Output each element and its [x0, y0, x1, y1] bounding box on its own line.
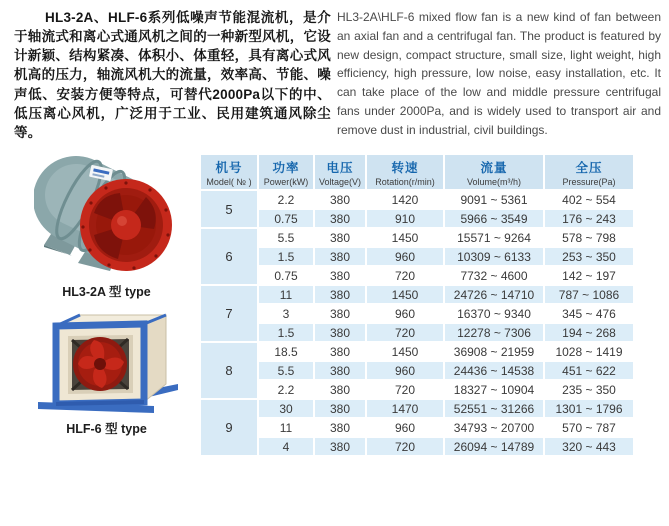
spec-cell: 24436 ~ 14538 [444, 361, 544, 380]
table-row [200, 323, 634, 342]
spec-cell: 3 [258, 304, 314, 323]
spec-cell: 2.2 [258, 190, 314, 209]
table-row [200, 247, 634, 266]
table-row [200, 342, 634, 361]
column-header: 流量 Volume(m³/h) [444, 154, 544, 190]
spec-cell: 380 [314, 266, 366, 285]
table-row [200, 437, 634, 456]
spec-cell: 10309 ~ 6133 [444, 247, 544, 266]
spec-cell: 720 [366, 380, 444, 399]
spec-cell: 320 ~ 443 [544, 437, 634, 456]
spec-cell: 578 ~ 798 [544, 228, 634, 247]
spec-cell: 380 [314, 304, 366, 323]
spec-cell: 235 ~ 350 [544, 380, 634, 399]
model-cell: 8 [200, 342, 258, 399]
model-cell: 5 [200, 190, 258, 228]
figure-hl3-2a [14, 155, 199, 300]
column-header: 功率 Power(kW) [258, 154, 314, 190]
column-header: 电压 Voltage(V) [314, 154, 366, 190]
spec-cell: 380 [314, 209, 366, 228]
table-row [200, 380, 634, 399]
spec-cell: 380 [314, 342, 366, 361]
spec-cell: 720 [366, 266, 444, 285]
spec-cell: 12278 ~ 7306 [444, 323, 544, 342]
table-row [200, 209, 634, 228]
spec-cell: 18.5 [258, 342, 314, 361]
spec-cell: 15571 ~ 9264 [444, 228, 544, 247]
spec-cell: 5.5 [258, 228, 314, 247]
spec-cell: 380 [314, 399, 366, 418]
column-header: 转速 Rotation(r/min) [366, 154, 444, 190]
spec-cell: 1450 [366, 342, 444, 361]
spec-cell: 0.75 [258, 209, 314, 228]
figure-hlf-6 [14, 310, 199, 437]
spec-cell: 451 ~ 622 [544, 361, 634, 380]
spec-cell: 345 ~ 476 [544, 304, 634, 323]
spec-cell: 380 [314, 380, 366, 399]
spec-table [199, 153, 635, 457]
spec-cell: 960 [366, 304, 444, 323]
spec-cell: 30 [258, 399, 314, 418]
spec-cell: 1450 [366, 228, 444, 247]
spec-cell: 26094 ~ 14789 [444, 437, 544, 456]
figure-caption: HL3-2A 型 type [62, 285, 151, 300]
spec-cell: 4 [258, 437, 314, 456]
table-row [200, 304, 634, 323]
column-header: 机号 Model( № ) [200, 154, 258, 190]
model-cell: 6 [200, 228, 258, 285]
spec-cell: 1470 [366, 399, 444, 418]
spec-cell: 1450 [366, 285, 444, 304]
spec-cell: 380 [314, 285, 366, 304]
spec-cell: 0.75 [258, 266, 314, 285]
spec-cell: 720 [366, 437, 444, 456]
model-cell: 9 [200, 399, 258, 456]
spec-cell: 253 ~ 350 [544, 247, 634, 266]
spec-cell: 18327 ~ 10904 [444, 380, 544, 399]
figure-caption: HLF-6 型 type [66, 422, 147, 437]
table-row [200, 418, 634, 437]
fan-hub [111, 210, 141, 240]
intro-paragraph-chinese: HL3-2A、HLF-6系列低噪声节能混流机，是介于轴流式和离心式通风机之间的一种新型风机，它设计新颖、结构紧凑、体积小、体重轻，具有离心式风机高的压力，轴流风机大的流量，效率高、节能、噪声低、安装方便等特点，可替代2000Pa以下的中、低压离心风机，广泛用于工业、民用建筑通风除尘等。 [14, 10, 331, 140]
main-section [14, 153, 661, 457]
spec-cell: 1028 ~ 1419 [544, 342, 634, 361]
intro-section [14, 8, 661, 142]
spec-cell: 380 [314, 437, 366, 456]
spec-cell: 142 ~ 197 [544, 266, 634, 285]
table-row [200, 399, 634, 418]
spec-cell: 52551 ~ 31266 [444, 399, 544, 418]
spec-cell: 380 [314, 418, 366, 437]
spec-cell: 380 [314, 323, 366, 342]
spec-cell: 11 [258, 285, 314, 304]
spec-table-header-row [200, 154, 634, 190]
spec-cell: 787 ~ 1086 [544, 285, 634, 304]
spec-cell: 11 [258, 418, 314, 437]
spec-cell: 194 ~ 268 [544, 323, 634, 342]
spec-cell: 24726 ~ 14710 [444, 285, 544, 304]
spec-cell: 570 ~ 787 [544, 418, 634, 437]
spec-cell: 402 ~ 554 [544, 190, 634, 209]
spec-cell: 960 [366, 418, 444, 437]
mixed-flow-fan-image [34, 155, 180, 279]
box-fan-image [32, 310, 182, 416]
column-header: 全压 Pressure(Pa) [544, 154, 634, 190]
box-fan-hub [94, 358, 106, 370]
spec-cell: 960 [366, 361, 444, 380]
spec-cell: 16370 ~ 9340 [444, 304, 544, 323]
table-row [200, 285, 634, 304]
spec-cell: 380 [314, 190, 366, 209]
table-row [200, 190, 634, 209]
spec-cell: 910 [366, 209, 444, 228]
table-row [200, 266, 634, 285]
spec-cell: 176 ~ 243 [544, 209, 634, 228]
spec-cell: 1301 ~ 1796 [544, 399, 634, 418]
spec-cell: 1420 [366, 190, 444, 209]
spec-cell: 9091 ~ 5361 [444, 190, 544, 209]
spec-cell: 380 [314, 361, 366, 380]
model-cell: 7 [200, 285, 258, 342]
spec-cell: 720 [366, 323, 444, 342]
spec-cell: 36908 ~ 21959 [444, 342, 544, 361]
spec-cell: 1.5 [258, 247, 314, 266]
spec-cell: 34793 ~ 20700 [444, 418, 544, 437]
spec-cell: 380 [314, 247, 366, 266]
spec-cell: 2.2 [258, 380, 314, 399]
table-row [200, 228, 634, 247]
table-row [200, 361, 634, 380]
spec-cell: 1.5 [258, 323, 314, 342]
spec-cell: 7732 ~ 4600 [444, 266, 544, 285]
spec-cell: 380 [314, 228, 366, 247]
spec-cell: 960 [366, 247, 444, 266]
spec-cell: 5.5 [258, 361, 314, 380]
spec-cell: 5966 ~ 3549 [444, 209, 544, 228]
product-figures [14, 153, 199, 457]
spec-table-body [200, 190, 634, 456]
intro-paragraph-english: HL3-2A\HLF-6 mixed flow fan is a new kind of fan between an axial fan and a centrifugal fan. The product is featured by new design, compact structure, small size, light weight, high efficiency, high pressure, low noise, easy installation, etc. It can take place of the low and middle pressure centrifugal fans under 2000Pa, and is widely used to transport air and remove dust in industrial, civil buildings. [337, 10, 661, 137]
